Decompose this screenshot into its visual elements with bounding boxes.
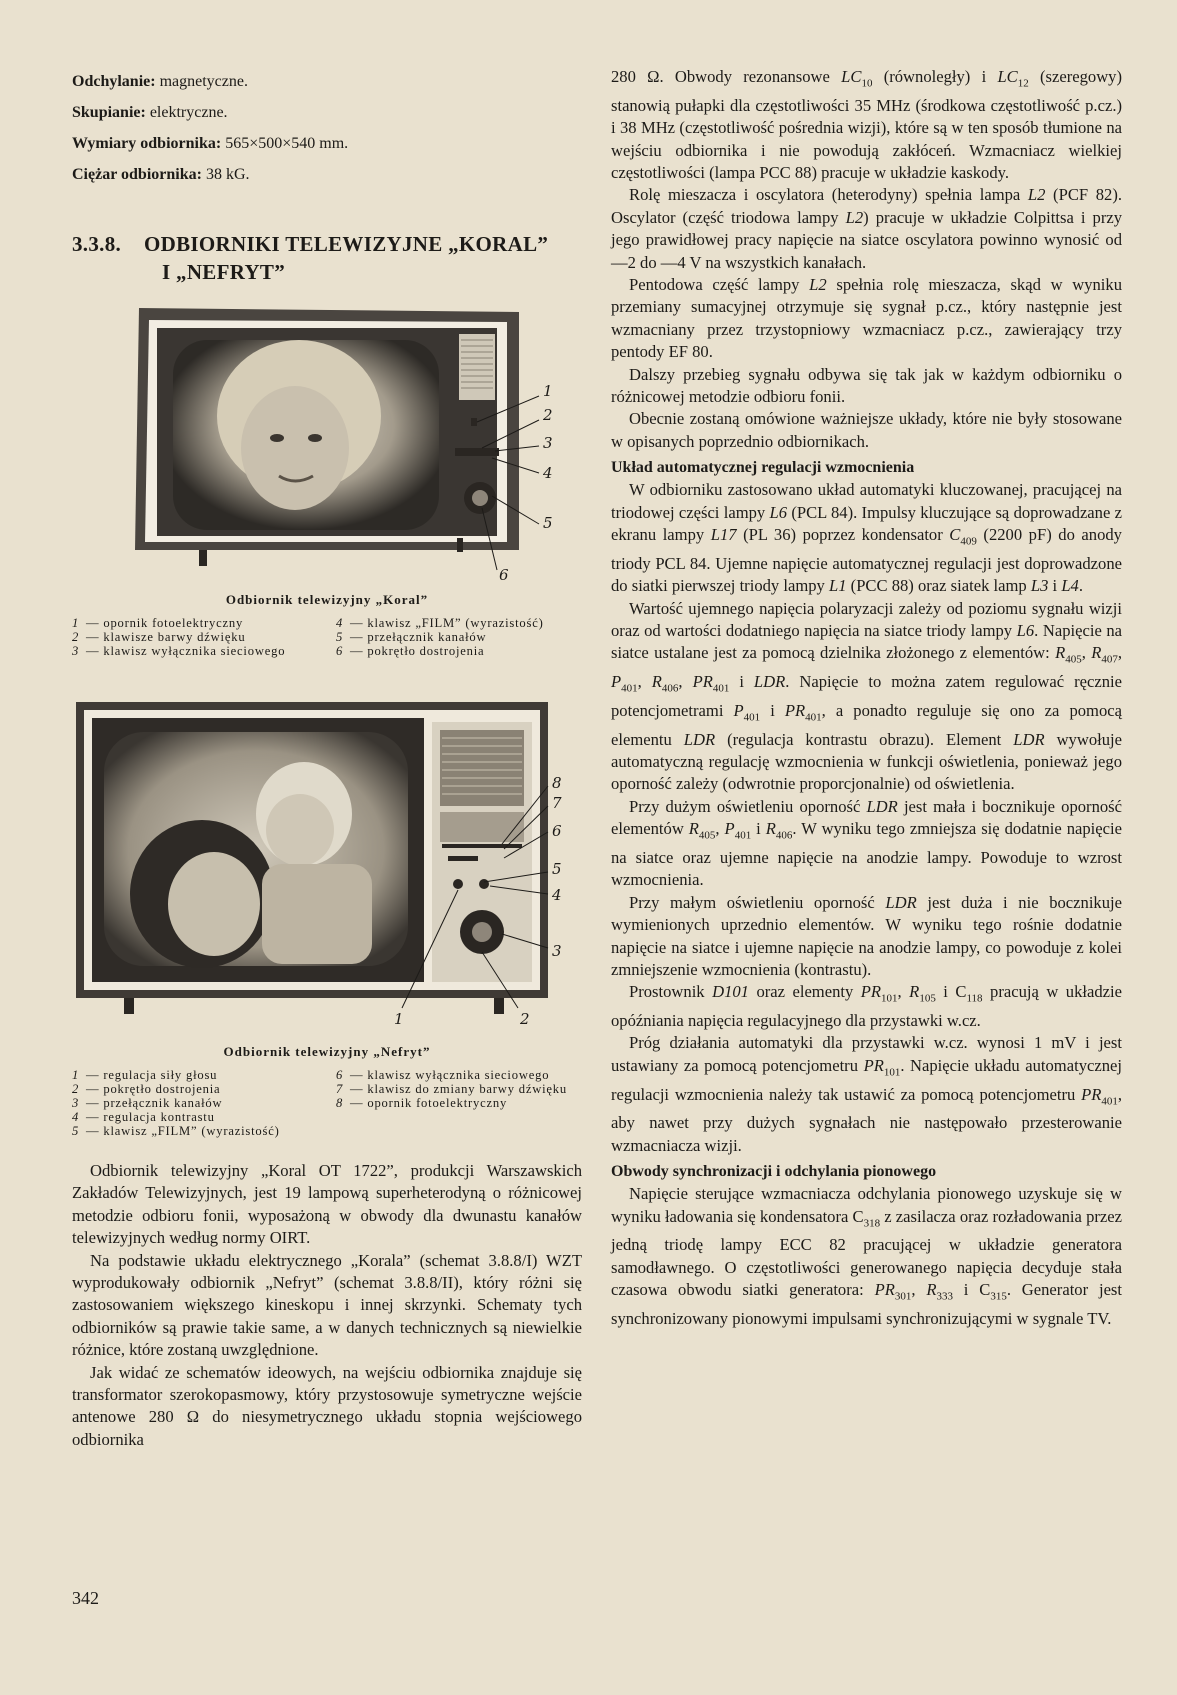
paragraph: Przy małym oświetleniu oporność LDR jest duża i nie bocznikuje wymienionych uprzednio elementów. W wyniku tego rośnie dodatnie napięcie na siatce i ujemne napięcie na anodzie lampy, co powoduje z kolei zmniejszenie wzmocnienia (kontrastu). [611,892,1123,979]
legend-item: 7 — klawisz do zmiany barwy dźwięku [336,1082,568,1096]
callout-label: 2 [543,406,553,424]
section-heading: 3.3.8. ODBIORNIKI TELEWIZYJNE „KORAL” I „NEFRYT” [72,232,549,284]
legend-item: 3 — przełącznik kanałów [72,1096,223,1110]
paragraph: W odbiorniku zastosowano układ automatyki kluczowanej, pracującej na triodowej części lampy L6 (PCL 84). Impulsy kluczujące są doprowadzane z ekranu lampy L17 (PL 36) poprzez kondensator $C_{409}$ (2200 pF) do anody triody PCL 84. Ujemne napięcie automatycznej regulacji jest doprowadzone do siatki pierwszej triody lampy L1 (PCC 88) oraz siatek lamp L3 i L4. [611,480,1122,596]
right-column [611,66,1122,1330]
left-body-text [72,1160,582,1451]
koral-tv-illustration [87,298,567,588]
callout-label: 4 [552,886,562,904]
callout-label: 8 [552,774,562,792]
legend-item: 6 — pokrętło dostrojenia [336,644,485,658]
figure-nefryt [72,694,582,1040]
callout-label: 1 [543,382,553,400]
spec-line: Ciężar odbiornika: 38 kG. [72,166,250,183]
subsection-heading: Obwody synchronizacji i odchylania pionowego [611,1163,937,1181]
figure-koral-legend [72,616,582,658]
callout-label: 3 [543,434,553,452]
paragraph: Prostownik D101 oraz elementy $PR_{101}$, $R_{105}$ i $C_{118}$ pracują w układzie opóźniania napięcia regulacyjnego dla przystawki w.cz. [611,982,1122,1031]
callout-label: 2 [520,1010,530,1028]
legend-item: 2 — klawisze barwy dźwięku [72,630,246,644]
callout-label: 5 [552,860,562,878]
legend-item: 5 — przełącznik kanałów [336,630,487,644]
callout-label: 7 [552,794,562,812]
callout-label: 5 [543,514,553,532]
legend-item: 8 — opornik fotoelektryczny [336,1096,508,1110]
paragraph: Obecnie zostaną omówione ważniejsze układy, które nie były stosowane w opisanych poprzednio odbiornikach. [611,409,1122,451]
callout-label: 1 [394,1010,404,1028]
paragraph: Na podstawie układu elektrycznego „Korala” (schemat 3.8.8/I) WZT wyprodukowały odbiornik „Nefryt” (schemat 3.8.8/II), który różni się zastosowaniem większego kineskopu i innej skrzynki. Schematy tych odbiorników są prawie takie same, a w danych technicznych są niewielkie różnice, które zostaną uwzględnione. [72,1250,582,1360]
figure-koral-caption: Odbiornik telewizyjny „Koral” [225,592,429,607]
callout-label: 6 [499,566,509,584]
left-column [72,66,582,1451]
legend-item: 5 — klawisz „FILM” (wyrazistość) [72,1124,280,1138]
paragraph: Przy dużym oświetleniu oporność LDR jest mała i bocznikuje oporność elementów $R_{405}$, $P_{401}$ i $R_{406}$. W wyniku tego zmniejsza się dodatnie napięcie na siatce oraz ujemne napięcie na anodzie lampy. Powoduje to wzrost wzmocnienia. [611,796,1123,890]
legend-item: 4 — klawisz „FILM” (wyrazistość) [336,616,544,630]
spec-list [72,66,582,190]
figure-nefryt-legend [72,1068,582,1138]
callout-label: 3 [552,942,562,960]
callout-label: 6 [552,822,562,840]
paragraph: Jak widać ze schematów ideowych, na wejściu odbiornika znajduje się transformator szerokopasmowy, który przystosowuje symetryczne wejście antenowe 280 Ω do niesymetrycznego układu stopnia wejściowego odbiornika [72,1362,582,1449]
paragraph: Pentodowa część lampy L2 spełnia rolę mieszacza, skąd w wyniku przemiany sumacyjnej otrzymuje się sygnał p.cz., który następnie jest wzmacniany przez trzystopniowy wzmacniacz p.cz., zawierający trzy pentody EF 80. [611,274,1122,362]
paragraph: 280 Ω. Obwody rezonansowe $LC_{10}$ (równoległy) i $LC_{12}$ (szeregowy) stanowią pułapki dla częstotliwości 35 MHz (środkowa częstotliwość p.cz.) i 38 MHz (częstotliwość pośrednia wizji), które są w ten sposób tłumione na wejściu odbiornika i nie powodują zakłóceń. Wzmacniacz wielkiej częstotliwości (lampa PCC 88) pracuje w układzie kaskody. [611,67,1123,182]
paragraph: Wartość ujemnego napięcia polaryzacji zależy od poziomu sygnału wizji oraz od wartości dodatniego napięcia na siatce triody lampy L6. Napięcie na siatce ustalane jest za pomocą dzielnika złożonego z elementów: $R_{405}$, $R_{407}$, $P_{401}$, $R_{406}$, $PR_{401}$ i LDR. Napięcie to można zatem regulować ręcznie potencjometrami $P_{401}$ i $PR_{401}$, a ponadto reguluje się ono za pomocą elementu LDR (regulacja kontrastu obrazu). Element LDR wywołuje automatyczną regulację wzmocnienia w funkcji oświetlenia, ponieważ jego oporność zależy (odwrotnie proporcjonalnie) od oświetlenia. [611,598,1123,794]
legend-item: 1 — regulacja siły głosu [72,1068,218,1082]
nefryt-tv-illustration [72,694,582,1040]
paragraph: Próg działania automatyki dla przystawki w.cz. wynosi 1 mV i jest ustawiany za pomocą potencjometru $PR_{101}$. Napięcie układu automatycznej regulacji wzmocnienia należy tak ustawić za pomocą potencjometru $PR_{401}$, aby nawet przy dużych sygnałach nie następowało przesterowanie wzmacniacza wizji. [611,1033,1122,1155]
spec-line: Wymiary odbiornika: 565×500×540 mm. [72,135,349,152]
paragraph: Napięcie sterujące wzmacniacza odchylania pionowego uzyskuje się w wyniku ładowania się kondensatora $C_{318}$ z zasilacza oraz rozładowania przez jedną triodę lampy ECC 82 pracującej w układzie generatora samodławnego. O częstotliwości generowanego napięcia decyduje stała czasowa obwodu siatki generatora: $PR_{301}$, $R_{333}$ i $C_{315}$. Generator jest synchronizowany pionowymi impulsami synchronizującymi w sygnale TV. [611,1184,1122,1328]
paragraph: Dalszy przebieg sygnału odbywa się tak jak w każdym odbiorniku o różnicowej metodzie odbioru fonii. [611,364,1122,406]
paragraph: Rolę mieszacza i oscylatora (heterodyny) spełnia lampa L2 (PCF 82). Oscylator (część triodowa lampy L2) pracuje w układzie Colpittsa i przy jego prawidłowej pracy napięcie na siatce oscylatora powinno wynosić od —2 do —4 V na wszystkich kanałach. [611,185,1123,272]
subsection-heading: Układ automatycznej regulacji wzmocnienia [611,459,915,477]
spec-line: Odchylanie: magnetyczne. [72,73,248,90]
figure-koral [87,298,567,588]
page-number: 342 [72,1588,99,1608]
paragraph: Odbiornik telewizyjny „Koral OT 1722”, produkcji Warszawskich Zakładów Telewizyjnych, jest 19 lampową superheterodyną o różnicowej metodzie odbioru fonii, wyposażoną w obwody dla dwunastu kanałów telewizyjnych według normy OIRT. [72,1161,582,1248]
legend-item: 3 — klawisz wyłącznika sieciowego [72,644,286,658]
callout-label: 4 [543,464,553,482]
legend-item: 4 — regulacja kontrastu [72,1110,215,1124]
legend-item: 6 — klawisz wyłącznika sieciowego [336,1068,550,1082]
legend-item: 2 — pokrętło dostrojenia [72,1082,221,1096]
figure-nefryt-caption: Odbiornik telewizyjny „Nefryt” [223,1044,431,1059]
legend-item: 1 — opornik fotoelektryczny [72,616,244,630]
spec-line: Skupianie: elektryczne. [72,104,228,121]
